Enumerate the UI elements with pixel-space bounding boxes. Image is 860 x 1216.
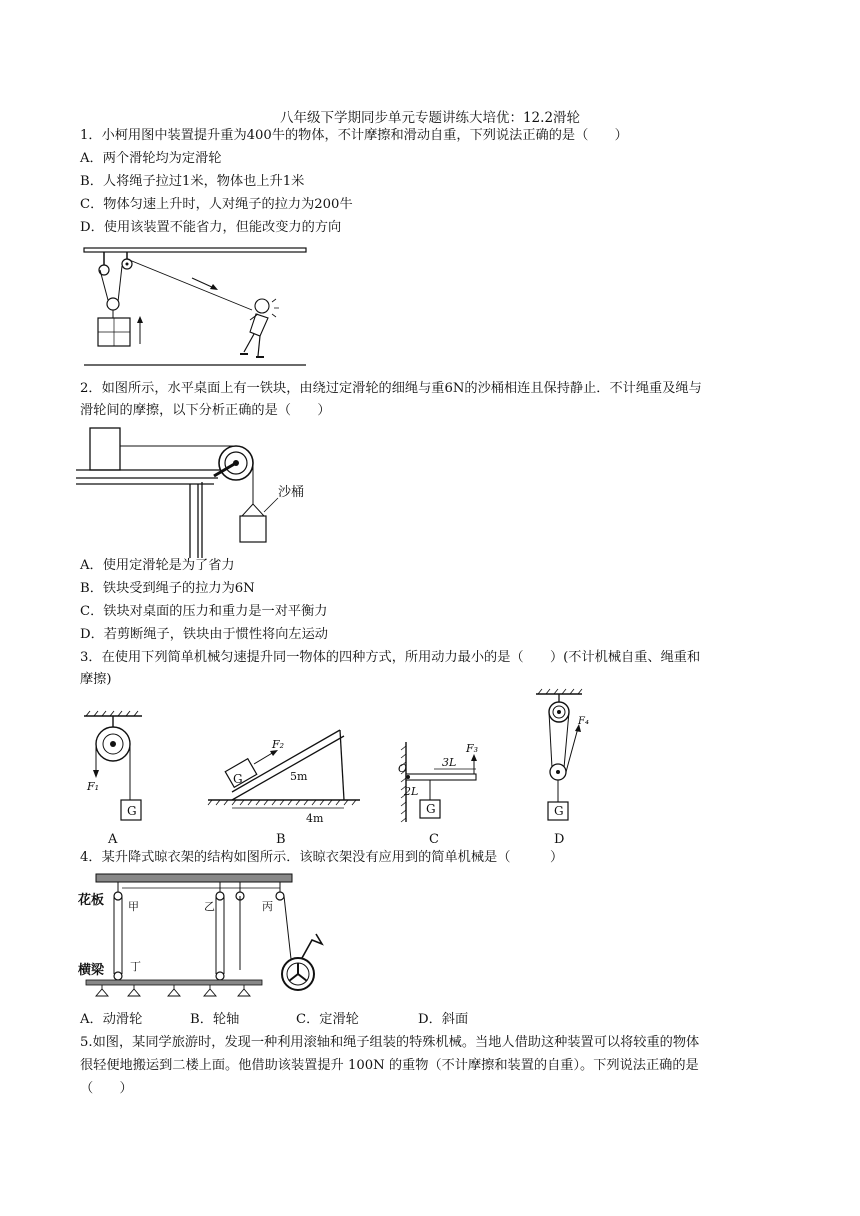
q4-beam-label: 横梁: [78, 963, 105, 978]
q1-option-c: C．物体匀速上升时，人对绳子的拉力为200牛: [80, 197, 353, 212]
q2-bucket-label: 沙桶: [278, 485, 305, 500]
q1-option-a: A．两个滑轮均为定滑轮: [80, 151, 222, 166]
q3-a-weight-label: G: [127, 804, 137, 818]
q3-c-short-arm-label: 2L: [404, 785, 419, 798]
q3-d-caption: D: [554, 832, 565, 847]
q1-option-d: D．使用该装置不能省力，但能改变力的方向: [80, 220, 342, 235]
q2-stem-line1: 2．如图所示，水平桌面上有一铁块，由绕过定滑轮的细绳与重6N的沙桶相连且保持静止．不计绳重及绳与: [80, 381, 702, 396]
q3-b-caption: B: [276, 832, 286, 847]
q3-b-force-label: F₂: [272, 738, 285, 751]
q3-c-force-label: F₃: [466, 742, 479, 755]
q3-four-machines-figure: [78, 688, 598, 848]
q2-stem-line2: 滑轮间的摩擦，以下分析正确的是（ ）: [80, 403, 331, 418]
q4-label-ding: 丁: [130, 960, 141, 973]
q3-b-slope-label: 5m: [290, 770, 308, 783]
q3-d-force-label: F₄: [578, 716, 589, 727]
q1-pulley-figure: [82, 244, 312, 370]
q3-c-long-arm-label: 3L: [442, 756, 457, 769]
q3-c-pivot-label: O: [398, 762, 408, 775]
q4-option-c: C．定滑轮: [296, 1012, 359, 1027]
q5-stem-line1: 5.如图，某同学旅游时，发现一种利用滚轴和绳子组装的特殊机械。当地人借助这种装置可以将较重的物体: [80, 1035, 700, 1050]
q2-option-a: A．使用定滑轮是为了省力: [80, 558, 235, 573]
q2-option-b: B．铁块受到绳子的拉力为6N: [80, 581, 255, 596]
q3-a-force-label: F₁: [87, 780, 100, 793]
q4-label-jia: 甲: [128, 900, 139, 913]
q2-option-c: C．铁块对桌面的压力和重力是一对平衡力: [80, 604, 328, 619]
q3-d-weight-label: G: [554, 804, 564, 818]
q1-stem: 1．小柯用图中装置提升重为400牛的物体，不计摩擦和滑动自重，下列说法正确的是（ ）: [80, 128, 628, 143]
q3-figure-c: [398, 742, 478, 847]
q5-stem-line3: （ ）: [80, 1081, 133, 1096]
q3-b-weight-label: G: [233, 772, 243, 786]
q3-figure-d: [536, 689, 589, 847]
q3-figure-b: [208, 730, 360, 847]
page-title: 八年级下学期同步单元专题讲练大培优：12.2滑轮: [279, 110, 581, 126]
q2-table-pulley-figure: [74, 426, 314, 558]
q3-b-base-label: 4m: [306, 812, 324, 825]
q3-c-caption: C: [429, 832, 439, 847]
q4-option-d: D．斜面: [418, 1012, 469, 1027]
q4-ceiling-label: 花板: [78, 893, 105, 908]
q3-c-weight-label: G: [426, 802, 436, 816]
q4-clothes-rack-figure: [76, 870, 336, 1002]
q1-option-b: B．人将绳子拉过1米，物体也上升1米: [80, 174, 305, 189]
q3-figure-a: [84, 711, 142, 847]
q4-option-a: A．动滑轮: [80, 1012, 143, 1027]
q3-stem-line2: 摩擦): [80, 672, 112, 687]
q3-a-caption: A: [108, 832, 118, 847]
q3-stem-line1: 3．在使用下列简单机械匀速提升同一物体的四种方式，所用动力最小的是（ ）(不计机械自重、绳重和: [80, 650, 701, 665]
q4-stem: 4．某升降式晾衣架的结构如图所示．该晾衣架没有应用到的简单机械是（ ）: [80, 850, 564, 865]
q4-label-yi: 乙: [204, 900, 215, 913]
q4-option-b: B．轮轴: [190, 1012, 240, 1027]
q2-option-d: D．若剪断绳子，铁块由于惯性将向左运动: [80, 627, 328, 642]
q5-stem-line2: 很轻便地搬运到二楼上面。他借助该装置提升 100N 的重物（不计摩擦和装置的自重）。下列说法正确的是: [80, 1058, 699, 1073]
q4-label-bing: 丙: [262, 900, 273, 913]
